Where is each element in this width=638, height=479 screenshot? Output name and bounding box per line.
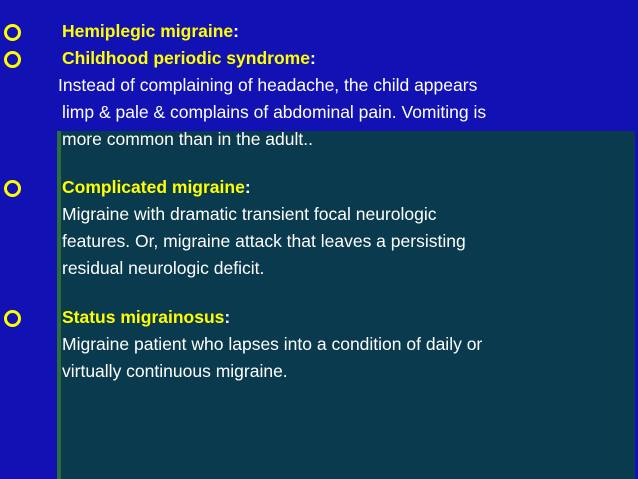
section-heading-hemiplegic: [62, 20, 239, 42]
body-line: Instead of complaining of headache, the child appears: [58, 75, 478, 95]
body-line: residual neurologic deficit.: [62, 258, 265, 278]
circle-bullet-icon: [4, 51, 21, 68]
circle-bullet-icon: [4, 310, 21, 327]
heading-colon: :: [224, 307, 231, 327]
heading-colon: :: [309, 48, 316, 68]
body-line: virtually continuous migraine.: [62, 361, 288, 381]
body-line: limp & pale & complains of abdominal pain. Vomiting is: [62, 102, 487, 122]
heading-text: Status migrainosus: [62, 307, 225, 327]
body-line: Migraine with dramatic transient focal neurologic: [62, 204, 437, 224]
body-line: more common than in the adult..: [62, 129, 313, 149]
section-heading-childhood: [62, 47, 316, 69]
section-heading-complicated: [62, 176, 251, 198]
circle-bullet-icon: [4, 24, 21, 41]
section-heading-status: [62, 306, 230, 328]
heading-text: Hemiplegic migraine: [62, 21, 234, 41]
heading-text: Childhood periodic syndrome: [62, 48, 310, 68]
heading-colon: :: [233, 21, 239, 41]
body-line: features. Or, migraine attack that leaves a persisting: [62, 231, 466, 251]
heading-text: Complicated migraine: [62, 177, 245, 197]
heading-colon: :: [244, 177, 251, 197]
circle-bullet-icon: [4, 180, 21, 197]
body-line: Migraine patient who lapses into a condition of daily or: [62, 334, 483, 354]
